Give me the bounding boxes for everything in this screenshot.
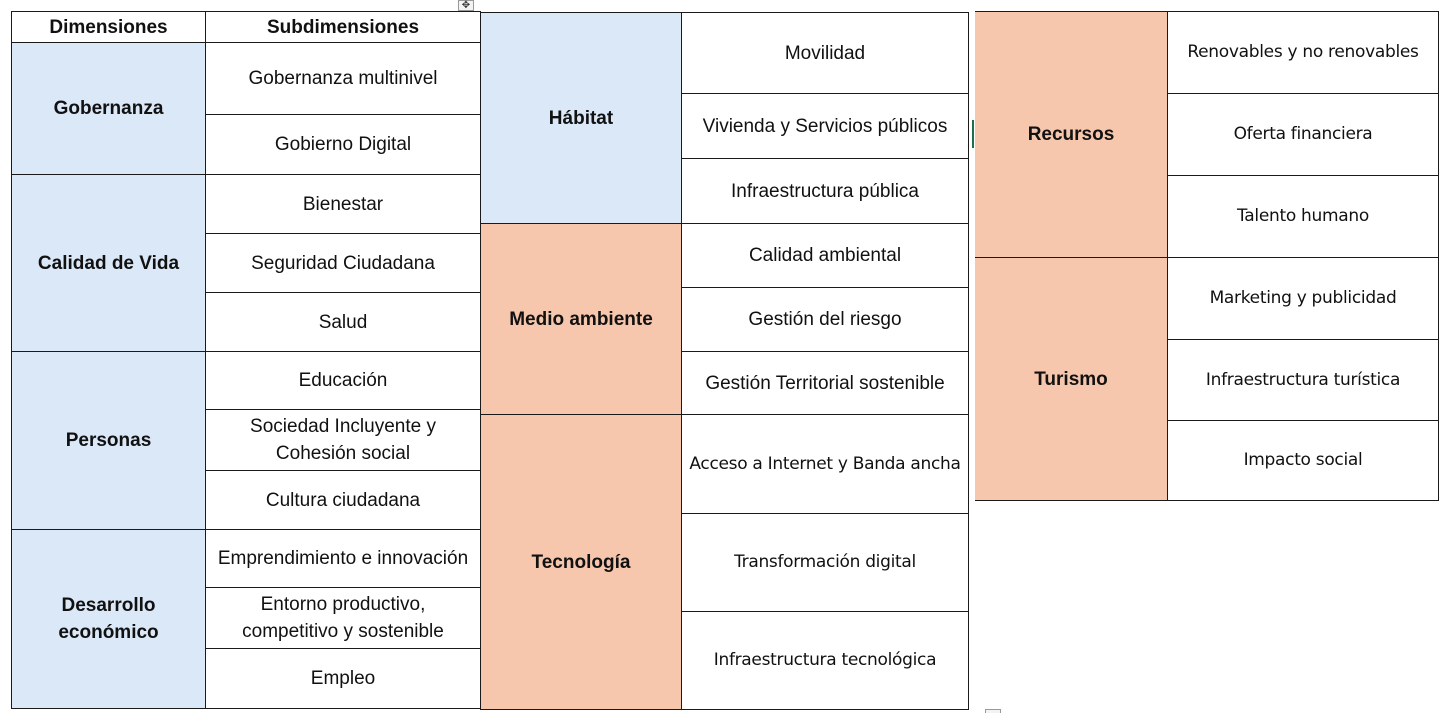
header-dimensiones: Dimensiones xyxy=(11,11,206,43)
subdimension-calidad-ambiental: Calidad ambiental xyxy=(681,223,969,288)
dimension-turismo: Turismo xyxy=(975,257,1168,501)
subdimension-sociedad-incluyente: Sociedad Incluyente y Cohesión social xyxy=(205,409,481,471)
subdimension-bienestar: Bienestar xyxy=(205,174,481,234)
subdimension-gestion-territorial: Gestión Territorial sostenible xyxy=(681,351,969,415)
subdimension-vivienda: Vivienda y Servicios públicos xyxy=(681,93,969,159)
subdimension-gobierno-digital: Gobierno Digital xyxy=(205,114,481,175)
subdimension-acceso-internet: Acceso a Internet y Banda ancha xyxy=(681,414,969,514)
subdimension-seguridad-ciudadana: Seguridad Ciudadana xyxy=(205,233,481,293)
subdimension-entorno-productivo: Entorno productivo, competitivo y sostenible xyxy=(205,587,481,649)
subdimension-renovables: Renovables y no renovables xyxy=(1167,11,1439,94)
cell-selection-marker xyxy=(972,120,974,148)
subdimension-movilidad: Movilidad xyxy=(681,12,969,94)
subdimension-infraestructura-tecnologica: Infraestructura tecnológica xyxy=(681,611,969,710)
subdimension-empleo: Empleo xyxy=(205,648,481,709)
dimension-recursos: Recursos xyxy=(975,11,1168,258)
subdimension-emprendimiento: Emprendimiento e innovación xyxy=(205,529,481,588)
subdimension-transformacion-digital: Transformación digital xyxy=(681,513,969,612)
subdimension-marketing: Marketing y publicidad xyxy=(1167,257,1439,340)
subdimension-infraestructura-turistica: Infraestructura turística xyxy=(1167,339,1439,421)
subdimension-infraestructura-publica: Infraestructura pública xyxy=(681,158,969,224)
subdimension-gobernanza-multinivel: Gobernanza multinivel xyxy=(205,42,481,115)
subdimension-salud: Salud xyxy=(205,292,481,352)
dimension-gobernanza: Gobernanza xyxy=(11,42,206,175)
subdimension-educacion: Educación xyxy=(205,351,481,410)
subdimension-impacto-social: Impacto social xyxy=(1167,420,1439,501)
dimension-tecnologia: Tecnología xyxy=(480,414,682,710)
subdimension-talento-humano: Talento humano xyxy=(1167,175,1439,258)
dimension-calidad-de-vida: Calidad de Vida xyxy=(11,174,206,352)
subdimension-oferta-financiera: Oferta financiera xyxy=(1167,93,1439,176)
dimension-desarrollo-economico: Desarrollo económico xyxy=(11,529,206,709)
header-subdimensiones: Subdimensiones xyxy=(205,11,481,43)
subdimension-gestion-riesgo: Gestión del riesgo xyxy=(681,287,969,352)
move-icon[interactable]: ✥ xyxy=(458,0,474,11)
resize-handle-icon[interactable] xyxy=(985,709,1001,713)
subdimension-cultura-ciudadana: Cultura ciudadana xyxy=(205,470,481,530)
dimension-medio-ambiente: Medio ambiente xyxy=(480,223,682,415)
dimension-habitat: Hábitat xyxy=(480,12,682,224)
dimension-personas: Personas xyxy=(11,351,206,530)
